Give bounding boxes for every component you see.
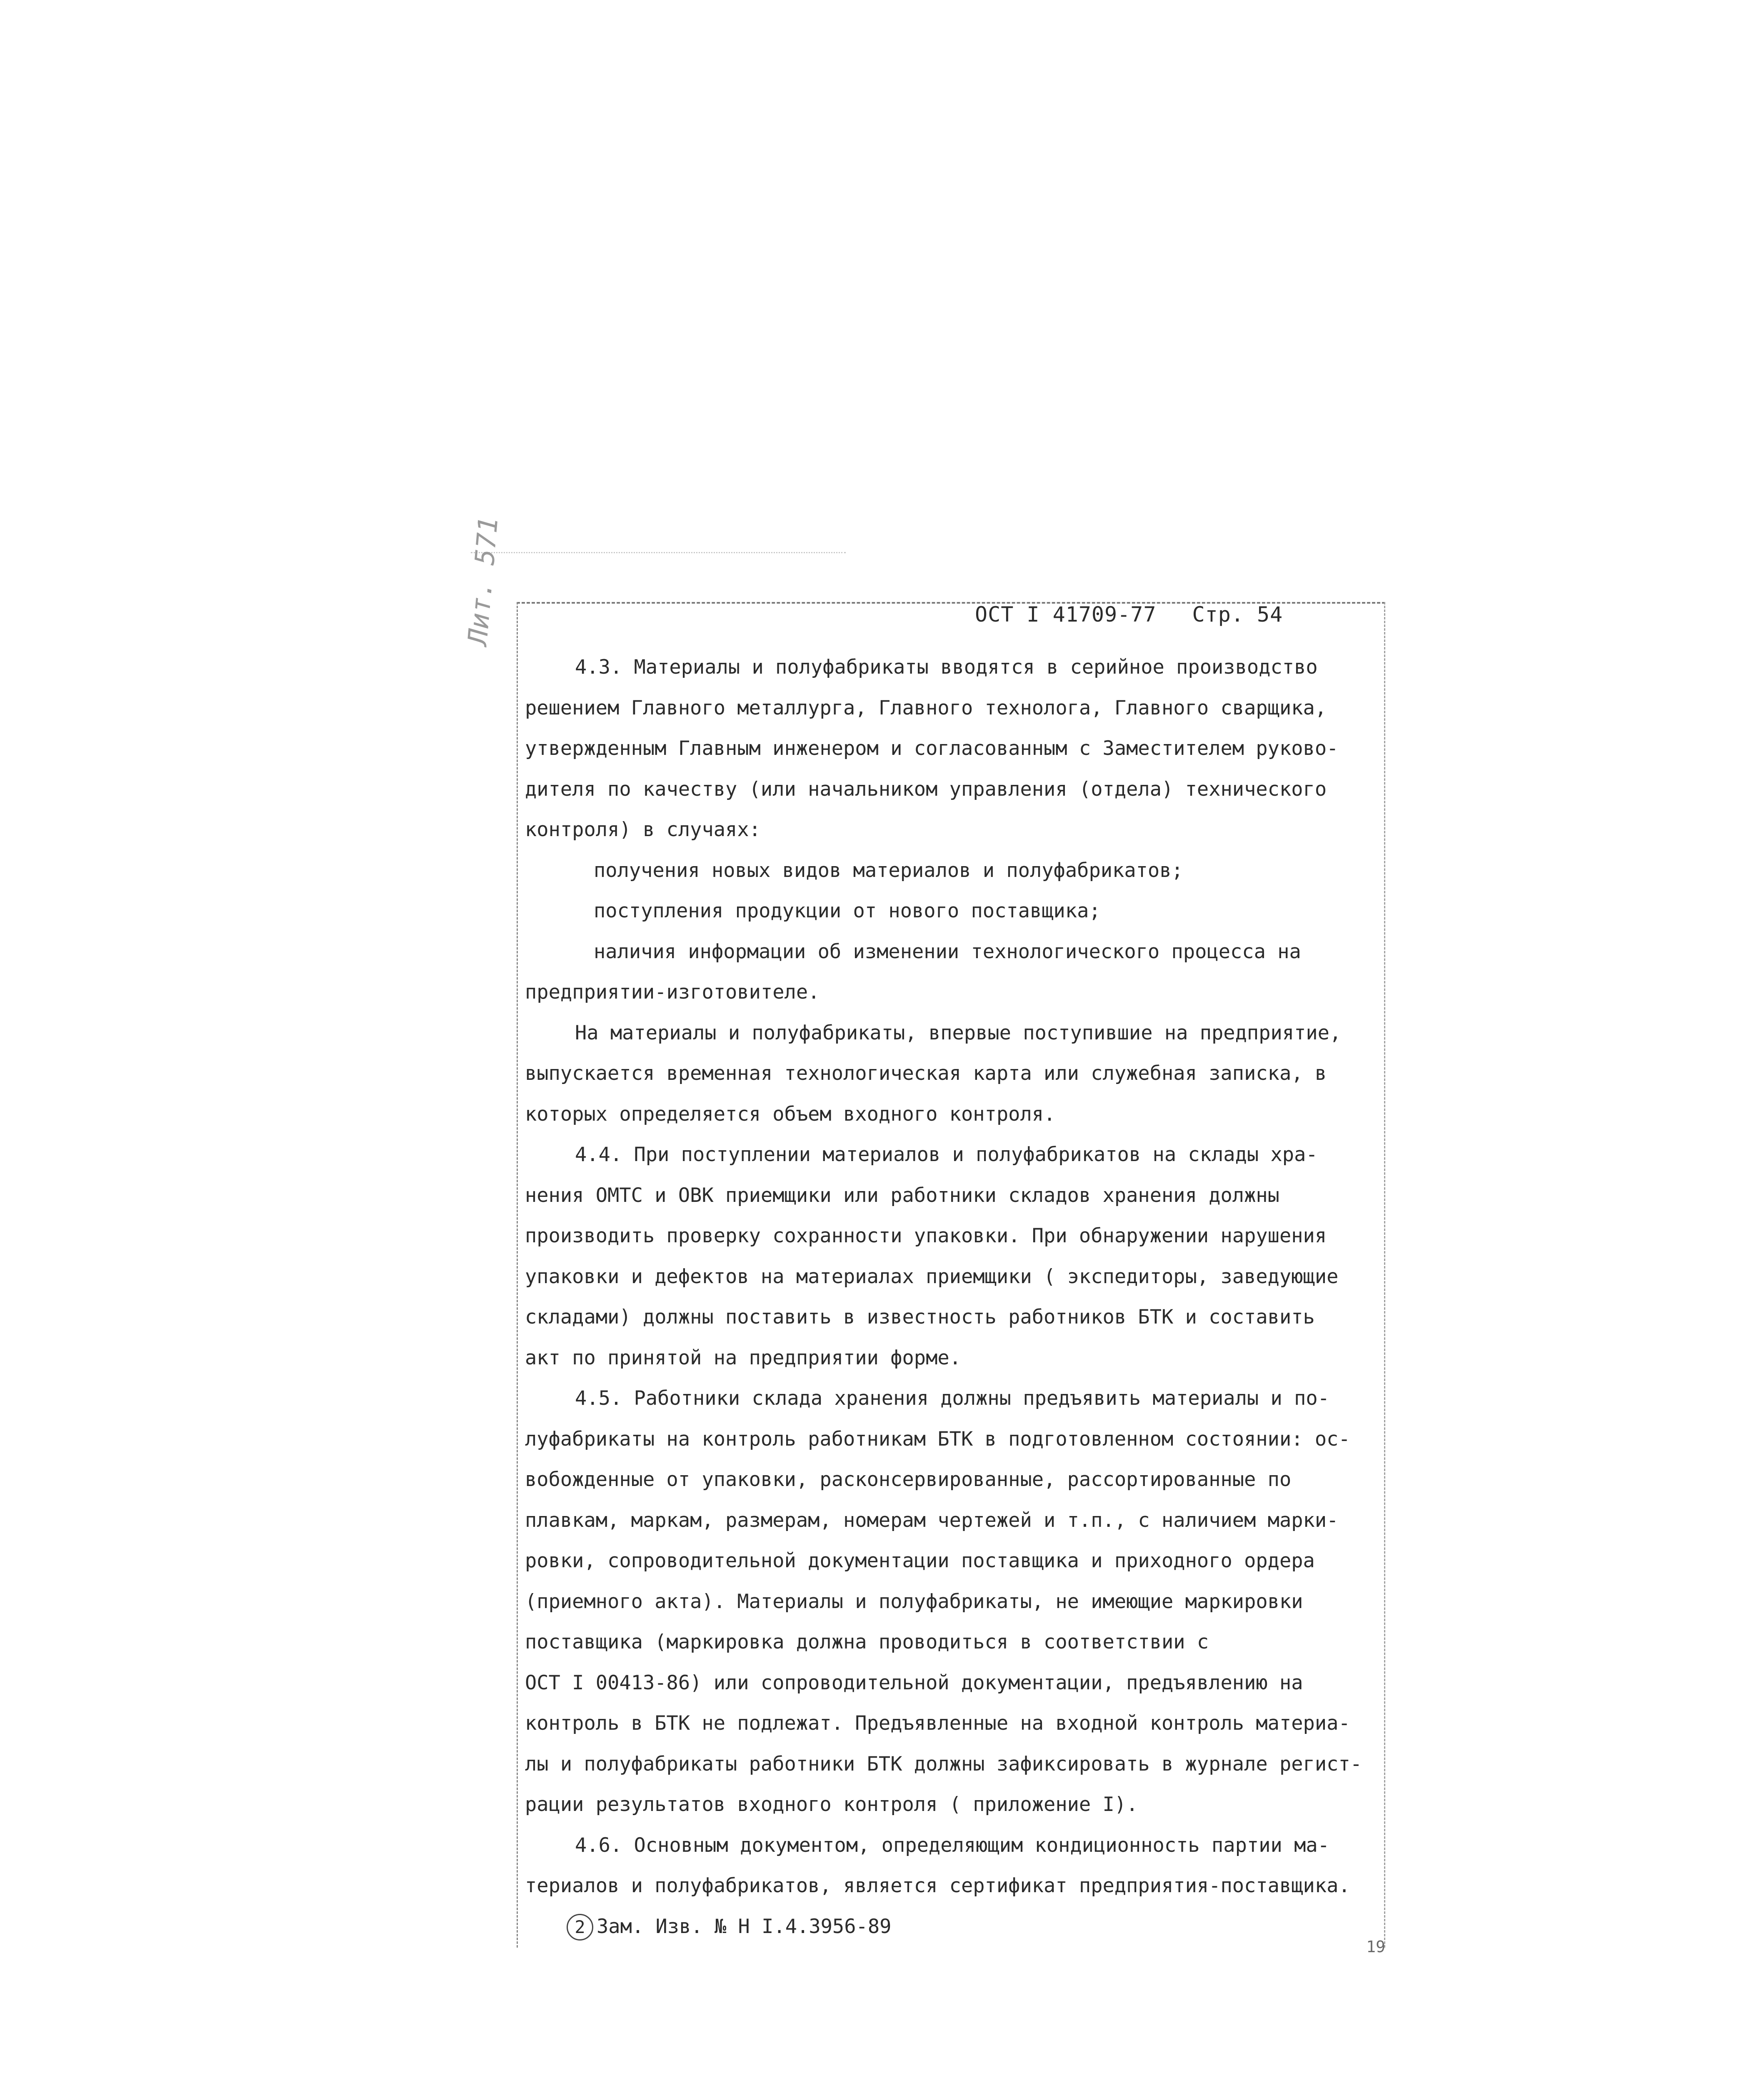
text-line: ОСТ I 00413-86) или сопроводительной документации, предъявлению на — [525, 1671, 1303, 1694]
text-line: складами) должны поставить в известность работников БТК и составить — [525, 1306, 1315, 1329]
text-line: луфабрикаты на контроль работникам БТК в подготовленном состоянии: ос- — [525, 1427, 1350, 1451]
change-notice-text: Зам. Изв. № Н I.4.3956-89 — [597, 1915, 892, 1938]
text-line: выпускается временная технологическая карта или служебная записка, в — [525, 1062, 1327, 1085]
text-line: нения ОМТС и ОВК приемщики или работники складов хранения должны — [525, 1184, 1279, 1207]
change-number-badge: 2 — [567, 1914, 593, 1941]
handwritten-side-mark: Лит. 571 — [462, 515, 505, 647]
text-line: акт по принятой на предприятии форме. — [525, 1346, 961, 1369]
text-line: На материалы и полуфабрикаты, впервые поступившие на предприятие, — [575, 1021, 1342, 1044]
page-number: Стр. 54 — [1192, 602, 1283, 627]
text-line: (приемного акта). Материалы и полуфабрикаты, не имеющие маркировки — [525, 1590, 1303, 1613]
page-frame-right — [1384, 602, 1385, 1948]
text-line: ровки, сопроводительной документации поставщика и приходного ордера — [525, 1549, 1315, 1572]
corner-number: 19 — [1366, 1938, 1385, 1956]
text-line: упаковки и дефектов на материалах приемщики ( экспедиторы, заведующие — [525, 1265, 1339, 1288]
text-line: предприятии-изготовителе. — [525, 981, 820, 1004]
text-line: решением Главного металлурга, Главного технолога, Главного сварщика, — [525, 696, 1327, 719]
standard-number: ОСТ I 41709-77 — [975, 602, 1157, 627]
list-item: получения новых видов материалов и полуфабрикатов; — [594, 859, 1183, 882]
document-body — [525, 647, 1377, 1947]
text-line: контроля) в случаях: — [525, 818, 761, 841]
text-line: 4.4. При поступлении материалов и полуфабрикатов на склады хра- — [575, 1143, 1318, 1166]
text-line: вобожденные от упаковки, расконсервированные, рассортированные по — [525, 1468, 1292, 1491]
text-line: 4.6. Основным документом, определяющим кондиционность партии ма- — [575, 1833, 1329, 1857]
text-line: териалов и полуфабрикатов, является сертификат предприятия-поставщика. — [525, 1874, 1350, 1897]
text-line: которых определяется объем входного контроля. — [525, 1102, 1056, 1126]
document-page — [517, 602, 1385, 1956]
text-line: лы и полуфабрикаты работники БТК должны зафиксировать в журнале регист- — [525, 1752, 1362, 1776]
text-line: утвержденным Главным инженером и согласованным с Заместителем руково- — [525, 737, 1339, 760]
list-item: наличия информации об изменении технологического процесса на — [594, 940, 1301, 963]
text-line: плавкам, маркам, размерам, номерам чертежей и т.п., с наличием марки- — [525, 1509, 1339, 1532]
text-line: 4.5. Работники склада хранения должны предъявить материалы и по- — [575, 1387, 1329, 1410]
page-frame-left — [517, 602, 518, 1948]
page-header — [975, 602, 1283, 627]
text-line: производить проверку сохранности упаковки. При обнаружении нарушения — [525, 1224, 1327, 1247]
text-line: поставщика (маркировка должна проводиться в соответствии с — [525, 1631, 1209, 1653]
change-notice — [525, 1906, 1377, 1947]
scan-artifact-line — [471, 552, 846, 556]
text-line: 4.3. Материалы и полуфабрикаты вводятся в серийное производство — [575, 656, 1318, 679]
text-line: контроль в БТК не подлежат. Предъявленные на входной контроль материа- — [525, 1712, 1350, 1735]
text-line: рации результатов входного контроля ( приложение I). — [525, 1793, 1138, 1816]
list-item: поступления продукции от нового поставщика; — [594, 899, 1101, 922]
text-line: дителя по качеству (или начальником управления (отдела) технического — [525, 777, 1327, 801]
